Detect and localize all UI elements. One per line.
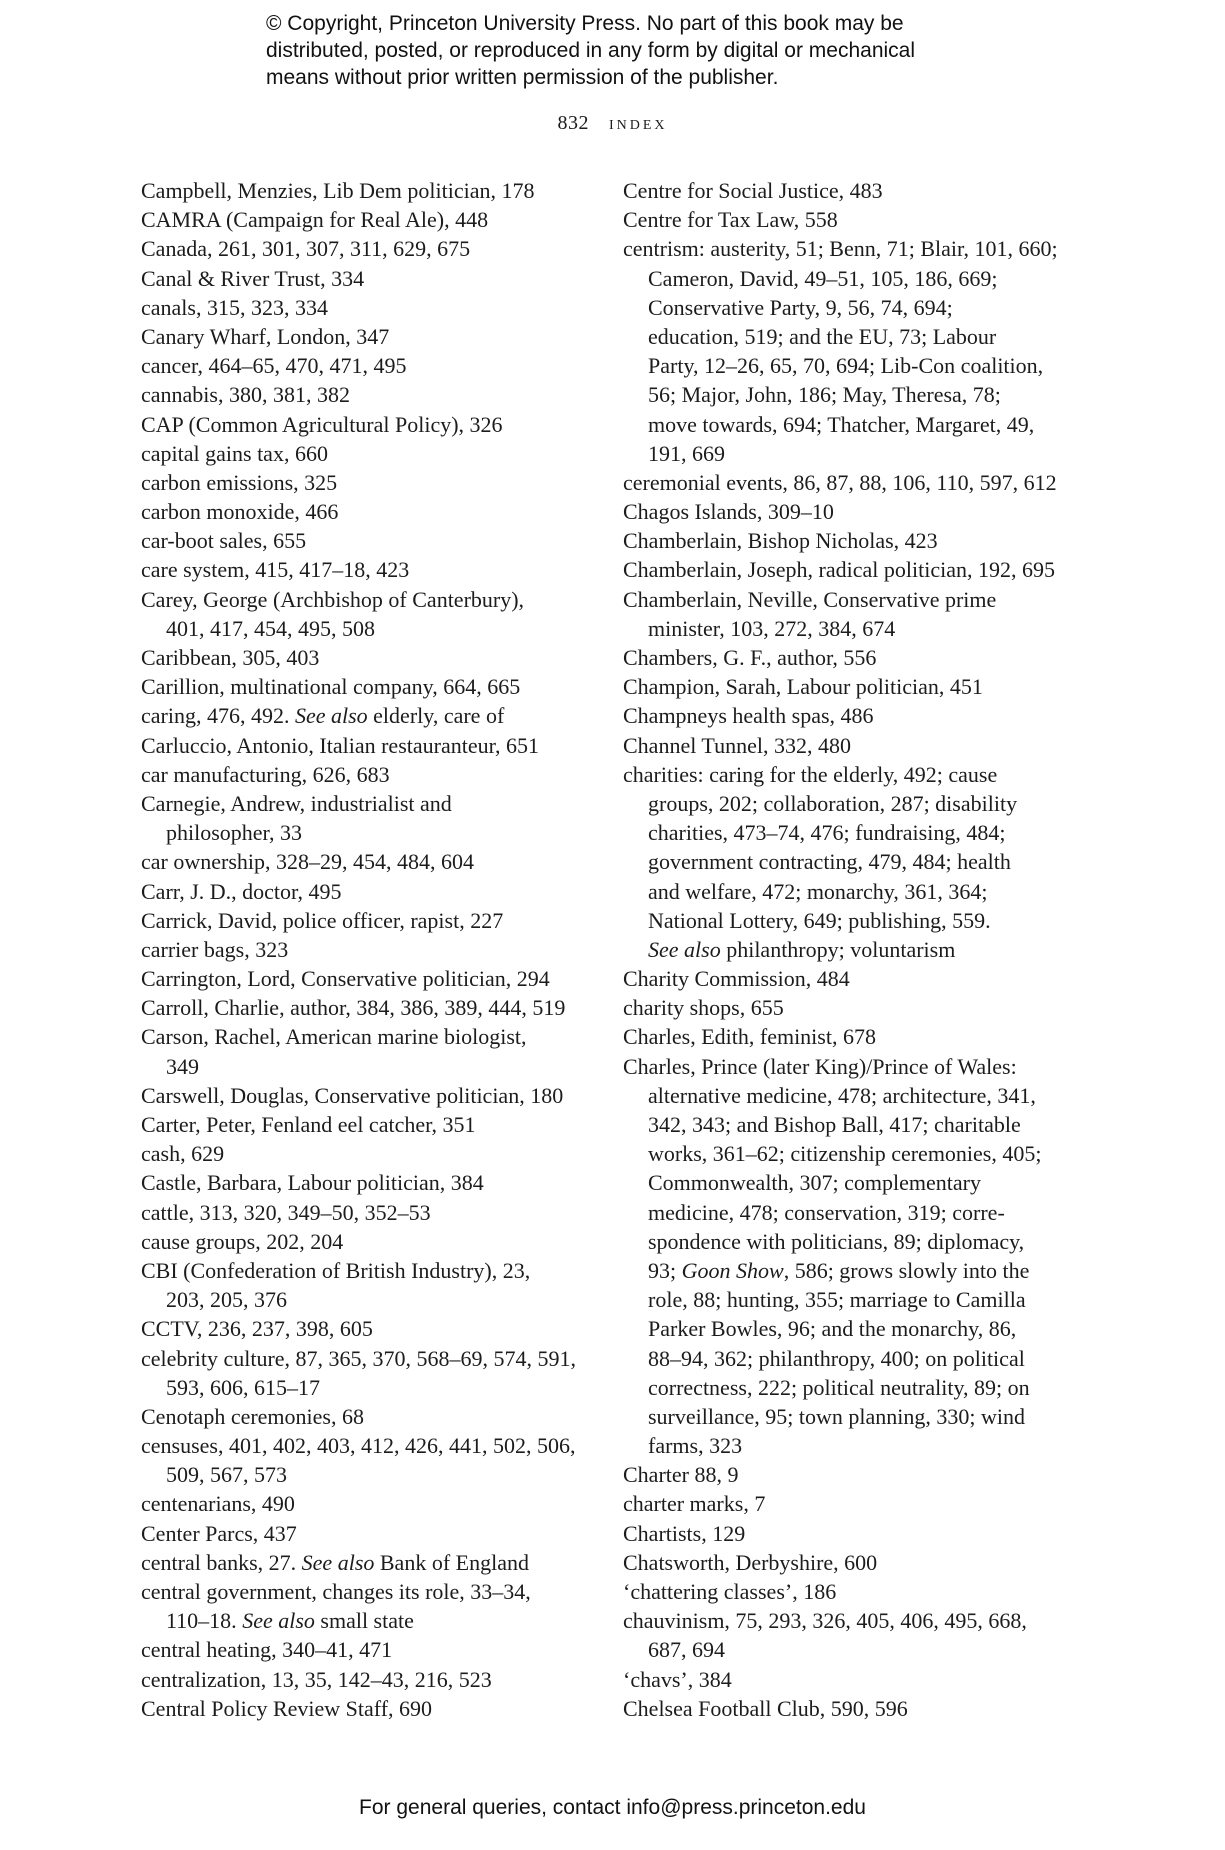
index-entry-continuation: minister, 103, 272, 384, 674 xyxy=(648,615,896,641)
index-entry: Cenotaph ceremonies, 68 xyxy=(141,1403,364,1429)
index-entry: carrier bags, 323 xyxy=(141,936,289,962)
index-entry-continuation: farms, 323 xyxy=(648,1433,743,1459)
index-entry-continuation: spondence with politicians, 89; diplomacy, xyxy=(648,1228,1025,1254)
index-entry: capital gains tax, 660 xyxy=(141,440,328,466)
index-entry: central banks, 27. See also Bank of England xyxy=(141,1549,529,1575)
index-entry: car-boot sales, 655 xyxy=(141,528,307,554)
index-entry: centrism: austerity, 51; Benn, 71; Blair, 101, 660; xyxy=(623,236,1058,262)
index-entry: Carey, George (Archbishop of Canterbury), xyxy=(141,586,525,612)
index-entry: charities: caring for the elderly, 492; cause xyxy=(623,761,998,787)
index-entry: Champneys health spas, 486 xyxy=(623,703,874,729)
index-entry: central heating, 340–41, 471 xyxy=(141,1637,393,1663)
index-entry: cancer, 464–65, 470, 471, 495 xyxy=(141,353,407,379)
copyright-line: © Copyright, Princeton University Press. No part of this book may be xyxy=(266,12,904,35)
index-entry: Chambers, G. F., author, 556 xyxy=(623,645,877,670)
index-entry: Campbell, Menzies, Lib Dem politician, 178 xyxy=(141,178,535,203)
index-entry: ceremonial events, 86, 87, 88, 106, 110, 597, 612 xyxy=(623,469,1057,495)
index-entry-continuation: 93; Goon Show, 586; grows slowly into the xyxy=(648,1257,1030,1283)
index-entry: Chamberlain, Joseph, radical politician, 192, 695 xyxy=(623,557,1055,583)
page-number: 832 xyxy=(557,112,589,134)
index-entry: caring, 476, 492. See also elderly, care of xyxy=(141,703,505,729)
index-entry: CAP (Common Agricultural Policy), 326 xyxy=(141,411,503,437)
index-entry: cause groups, 202, 204 xyxy=(141,1228,344,1254)
index-entry: Carroll, Charlie, author, 384, 386, 389, 444, 519 xyxy=(141,995,566,1021)
index-entry-continuation: 110–18. See also small state xyxy=(166,1608,414,1634)
index-entry: CBI (Confederation of British Industry), 23, xyxy=(141,1257,531,1283)
index-entry-continuation: groups, 202; collaboration, 287; disability xyxy=(648,790,1018,816)
copyright-line: means without prior written permission of the publisher. xyxy=(266,66,779,89)
index-entry: charter marks, 7 xyxy=(623,1491,766,1517)
index-entry-continuation: role, 88; hunting, 355; marriage to Camilla xyxy=(648,1287,1026,1313)
index-entry-continuation: 687, 694 xyxy=(648,1637,725,1663)
index-entry: Carillion, multinational company, 664, 665 xyxy=(141,674,521,700)
index-entry: Chagos Islands, 309–10 xyxy=(623,499,834,525)
index-entry: Centre for Social Justice, 483 xyxy=(623,178,883,203)
index-entry: cash, 629 xyxy=(141,1141,225,1167)
index-entry-continuation: education, 519; and the EU, 73; Labour xyxy=(648,323,997,349)
index-entry-continuation: works, 361–62; citizenship ceremonies, 405; xyxy=(648,1141,1042,1167)
index-entry: Central Policy Review Staff, 690 xyxy=(141,1695,433,1721)
index-entry: centenarians, 490 xyxy=(141,1491,295,1517)
index-entry: centralization, 13, 35, 142–43, 216, 523 xyxy=(141,1666,492,1692)
index-entry-continuation: 191, 669 xyxy=(648,440,725,466)
index-entry: car ownership, 328–29, 454, 484, 604 xyxy=(141,849,475,875)
index-entry-continuation: alternative medicine, 478; architecture, 341, xyxy=(648,1082,1036,1108)
index-entry: cattle, 313, 320, 349–50, 352–53 xyxy=(141,1199,431,1225)
footer-contact: For general queries, contact info@press.princeton.edu xyxy=(359,1796,866,1819)
index-entry-continuation: See also philanthropy; voluntarism xyxy=(648,936,956,962)
index-entry: charity shops, 655 xyxy=(623,995,784,1021)
index-entry-continuation: National Lottery, 649; publishing, 559. xyxy=(648,907,991,933)
copyright-notice xyxy=(266,10,1026,91)
index-entry-continuation: Cameron, David, 49–51, 105, 186, 669; xyxy=(648,265,998,291)
index-entry-continuation: 88–94, 362; philanthropy, 400; on political xyxy=(648,1345,1025,1371)
index-entry: Chamberlain, Neville, Conservative prime xyxy=(623,586,997,612)
index-entry-continuation: 342, 343; and Bishop Ball, 417; charitable xyxy=(648,1112,1021,1137)
index-entry: ‘chavs’, 384 xyxy=(623,1666,732,1692)
index-entry: Carter, Peter, Fenland eel catcher, 351 xyxy=(141,1112,476,1137)
index-entry: Channel Tunnel, 332, 480 xyxy=(623,732,851,758)
index-entry-continuation: 401, 417, 454, 495, 508 xyxy=(166,615,375,641)
index-entry: ‘chattering classes’, 186 xyxy=(623,1579,837,1604)
index-entry-continuation: 56; Major, John, 186; May, Theresa, 78; xyxy=(648,382,1001,408)
index-entry: Caribbean, 305, 403 xyxy=(141,645,320,670)
index-entry-continuation: 349 xyxy=(166,1053,199,1079)
index-entry-continuation: move towards, 694; Thatcher, Margaret, 49, xyxy=(648,411,1035,437)
index-entry: CCTV, 236, 237, 398, 605 xyxy=(141,1316,373,1342)
index-entry: Charles, Prince (later King)/Prince of Wales: xyxy=(623,1053,1017,1079)
index-entry: Carr, J. D., doctor, 495 xyxy=(141,878,342,904)
index-entry: Charles, Edith, feminist, 678 xyxy=(623,1024,876,1050)
index-column-left xyxy=(141,176,581,1723)
index-entry: Canada, 261, 301, 307, 311, 629, 675 xyxy=(141,236,471,262)
index-entry-continuation: government contracting, 479, 484; health xyxy=(648,849,1011,875)
index-entry: Canary Wharf, London, 347 xyxy=(141,323,390,349)
index-entry-continuation: surveillance, 95; town planning, 330; wind xyxy=(648,1403,1025,1429)
copyright-line: distributed, posted, or reproduced in any form by digital or mechanical xyxy=(266,39,916,62)
index-entry: Chelsea Football Club, 590, 596 xyxy=(623,1695,908,1721)
index-entry: Carson, Rachel, American marine biologist, xyxy=(141,1024,527,1050)
index-entry: Chartists, 129 xyxy=(623,1520,746,1546)
index-entry: Carluccio, Antonio, Italian restauranteur, 651 xyxy=(141,732,540,758)
index-entry: car manufacturing, 626, 683 xyxy=(141,761,390,787)
index-entry: Charter 88, 9 xyxy=(623,1462,739,1488)
index-entry: care system, 415, 417–18, 423 xyxy=(141,557,410,583)
running-head xyxy=(0,112,1225,135)
index-entry-continuation: philosopher, 33 xyxy=(166,820,302,846)
index-entry-continuation: correctness, 222; political neutrality, 89; on xyxy=(648,1374,1030,1400)
index-entry: Chatsworth, Derbyshire, 600 xyxy=(623,1549,878,1575)
index-entry: CAMRA (Campaign for Real Ale), 448 xyxy=(141,207,489,233)
index-entry: Castle, Barbara, Labour politician, 384 xyxy=(141,1170,484,1196)
index-entry: carbon emissions, 325 xyxy=(141,469,338,495)
index-entry: chauvinism, 75, 293, 326, 405, 406, 495, 668, xyxy=(623,1608,1027,1634)
index-entry: Charity Commission, 484 xyxy=(623,966,850,992)
index-entry: Carrick, David, police officer, rapist, 227 xyxy=(141,907,504,933)
index-entry-continuation: Party, 12–26, 65, 70, 694; Lib-Con coalition, xyxy=(648,353,1044,379)
index-entry: cannabis, 380, 381, 382 xyxy=(141,382,350,408)
index-entry: Chamberlain, Bishop Nicholas, 423 xyxy=(623,528,938,554)
index-entry-continuation: 509, 567, 573 xyxy=(166,1462,287,1488)
index-entry-continuation: Parker Bowles, 96; and the monarchy, 86, xyxy=(648,1316,1017,1342)
index-column-right xyxy=(623,176,1063,1723)
section-title: index xyxy=(608,112,668,134)
index-entry-continuation: charities, 473–74, 476; fundraising, 484; xyxy=(648,820,1006,846)
index-entry-continuation: Commonwealth, 307; complementary xyxy=(648,1170,981,1196)
index-entry: Carnegie, Andrew, industrialist and xyxy=(141,790,452,816)
index-entry-continuation: and welfare, 472; monarchy, 361, 364; xyxy=(648,878,988,904)
index-entry: Centre for Tax Law, 558 xyxy=(623,207,838,233)
index-entry: Carrington, Lord, Conservative politician, 294 xyxy=(141,966,550,992)
index-entry-continuation: Conservative Party, 9, 56, 74, 694; xyxy=(648,294,953,320)
index-entry: Champion, Sarah, Labour politician, 451 xyxy=(623,674,983,700)
index-entry-continuation: 593, 606, 615–17 xyxy=(166,1374,320,1400)
index-entry: celebrity culture, 87, 365, 370, 568–69, 574, 591, xyxy=(141,1345,577,1371)
index-entry: Center Parcs, 437 xyxy=(141,1520,297,1546)
index-entry: central government, changes its role, 33–34, xyxy=(141,1579,531,1604)
index-entry: censuses, 401, 402, 403, 412, 426, 441, 502, 506, xyxy=(141,1433,576,1459)
index-entry: canals, 315, 323, 334 xyxy=(141,294,328,320)
index-entry: carbon monoxide, 466 xyxy=(141,499,339,525)
index-entry: Canal & River Trust, 334 xyxy=(141,265,365,291)
index-entry-continuation: medicine, 478; conservation, 319; corre- xyxy=(648,1199,1005,1225)
index-entry: Carswell, Douglas, Conservative politician, 180 xyxy=(141,1082,564,1108)
index-entry-continuation: 203, 205, 376 xyxy=(166,1287,287,1313)
